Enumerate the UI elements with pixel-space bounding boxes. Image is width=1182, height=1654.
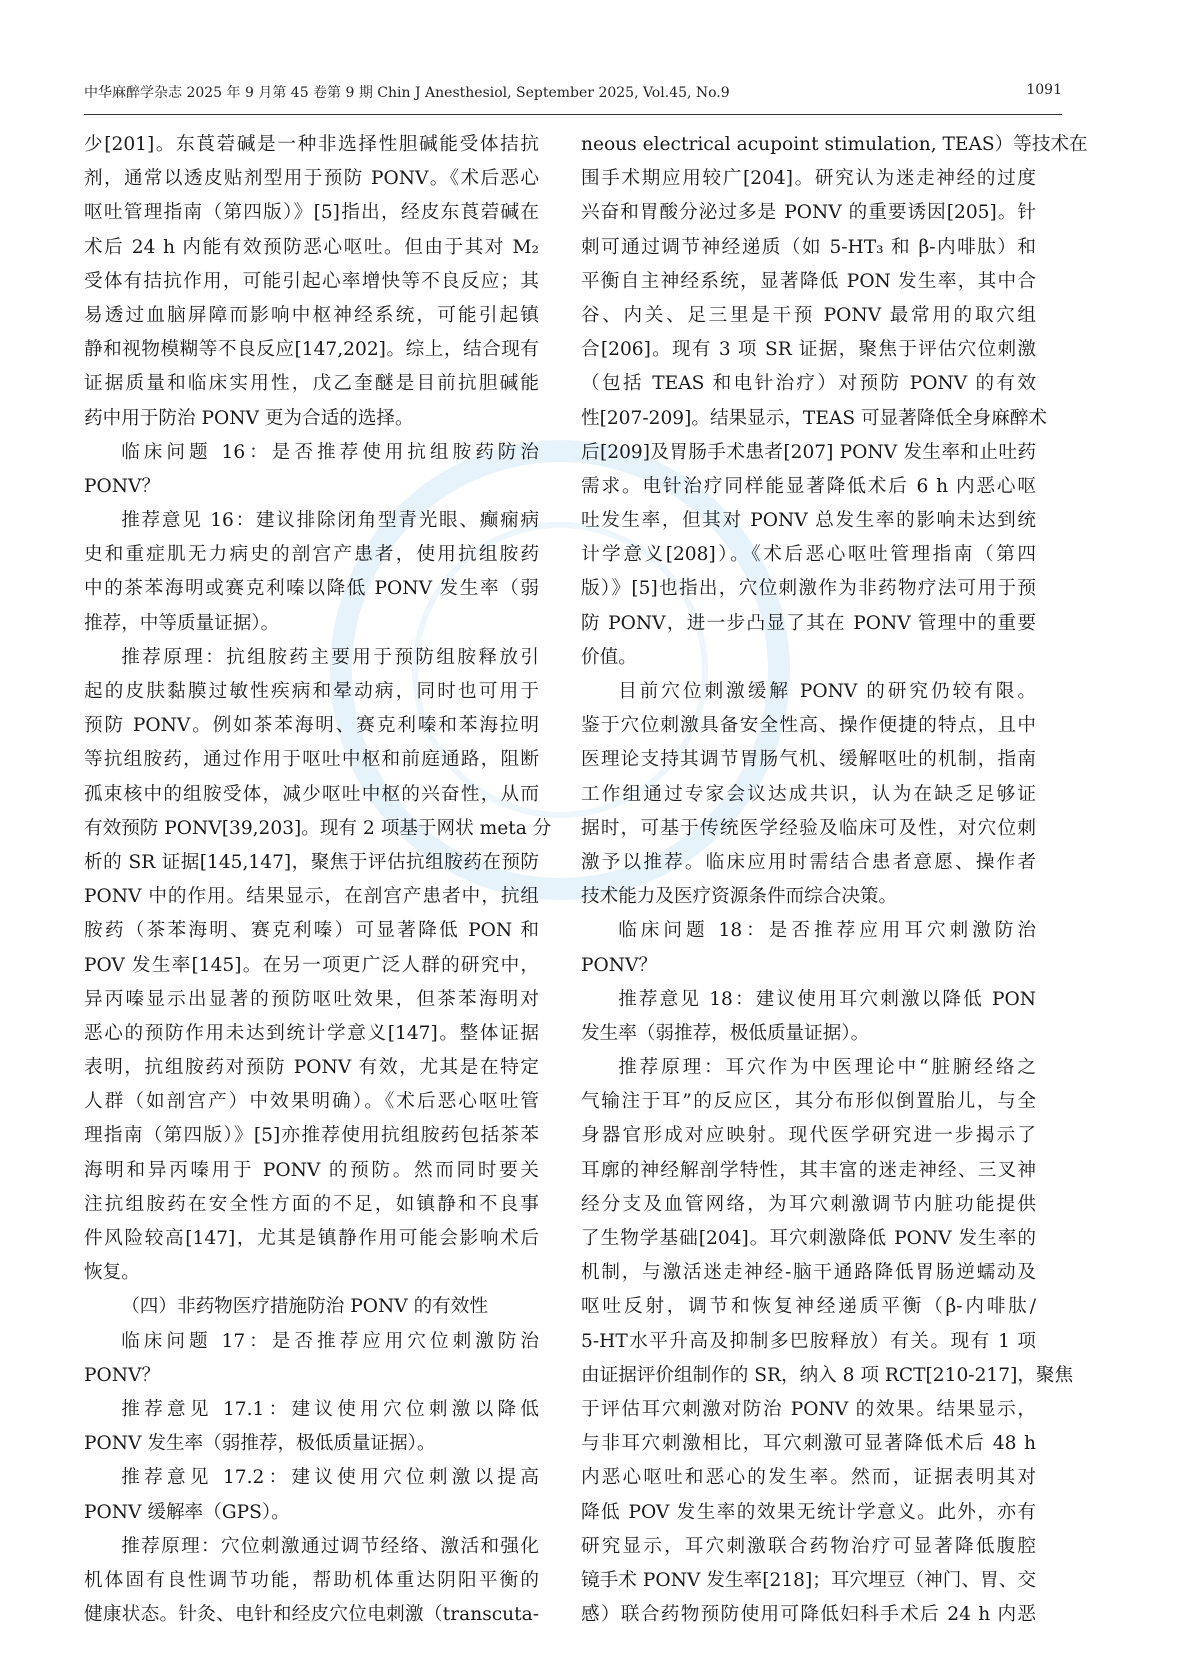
text-line: 胺药（茶苯海明、赛克利嗪）可显著降低 PON 和 <box>84 920 539 942</box>
text-line: 恢复。 <box>84 1262 140 1284</box>
text-line: 需求。电针治疗同样能显著降低术后 6 h 内恶心呕 <box>581 475 1036 497</box>
text-line: 医理论支持其调节胃肠气机、缓解呕吐的机制，指南 <box>581 749 1036 771</box>
text-line: 剂，通常以透皮贴剂型用于预防 PONV。《术后恶心 <box>84 168 539 190</box>
text-line: 气输注于耳”的反应区，其分布形似倒置胎儿，与全 <box>581 1091 1036 1113</box>
text-line: 孤束核中的组胺受体，减少呕吐中枢的兴奋性，从而 <box>84 783 539 805</box>
text-line: 经分支及血管网络，为耳穴刺激调节内脏功能提供 <box>581 1193 1036 1215</box>
text-line: 机制，与激活迷走神经-脑干通路降低胃肠逆蠕动及 <box>581 1262 1036 1284</box>
text-line: 推荐意见 16：建议排除闭角型青光眼、癫痫病 <box>121 510 539 532</box>
text-line: （包括 TEAS 和电针治疗）对预防 PONV 的有效 <box>581 373 1036 395</box>
text-line: 证据质量和临床实用性，戊乙奎醚是目前抗胆碱能 <box>84 373 539 395</box>
text-line: 人群（如剖宫产）中效果明确）。《术后恶心呕吐管 <box>84 1091 539 1113</box>
text-line: 围手术期应用较广[204]。研究认为迷走神经的过度 <box>581 168 1036 190</box>
text-line: 合[206]。现有 3 项 SR 证据，聚焦于评估穴位刺激 <box>581 339 1036 361</box>
text-line: 呕吐管理指南（第四版）》[5]指出，经皮东莨菪碱在 <box>84 202 539 224</box>
text-line: 由证据评价组制作的 SR，纳入 8 项 RCT[210-217]，聚焦 <box>581 1364 1074 1386</box>
text-line: 5-HT水平升高及抑制多巴胺释放）有关。现有 1 项 <box>581 1330 1036 1352</box>
text-line: 内恶心呕吐和恶心的发生率。然而，证据表明其对 <box>581 1467 1036 1489</box>
text-line: 研究显示，耳穴刺激联合药物治疗可显著降低腹腔 <box>581 1535 1036 1557</box>
text-line: 平衡自主神经系统，显著降低 PON 发生率，其中合 <box>581 270 1036 292</box>
page-number: 1091 <box>1026 82 1062 98</box>
text-line: 静和视物模糊等不良反应[147,202]。综上，结合现有 <box>84 339 539 361</box>
text-line: 中的茶苯海明或赛克利嗪以降低 PONV 发生率（弱 <box>84 578 539 600</box>
text-line: 感）联合药物预防使用可降低妇科手术后 24 h 内恶 <box>581 1604 1036 1626</box>
text-line: 计学意义[208]）。《术后恶心呕吐管理指南（第四 <box>581 544 1036 566</box>
text-line: PONV？ <box>84 1364 161 1386</box>
text-line: 临床问题 17：是否推荐应用穴位刺激防治 <box>121 1330 539 1352</box>
text-line: 谷、内关、足三里是干预 PONV 最常用的取穴组 <box>581 304 1036 326</box>
text-line: 镜手术 PONV 发生率[218]；耳穴埋豆（神门、胃、交 <box>581 1569 1036 1591</box>
text-line: 于评估耳穴刺激对防治 PONV 的效果。结果显示， <box>581 1398 1036 1420</box>
text-line: 推荐，中等质量证据）。 <box>84 612 280 634</box>
text-line: 受体有拮抗作用，可能引起心率增快等不良反应；其 <box>84 270 539 292</box>
text-line: 与非耳穴刺激相比，耳穴刺激可显著降低术后 48 h <box>581 1433 1036 1455</box>
text-line: 发生率（弱推荐，极低质量证据）。 <box>581 1022 870 1044</box>
text-line: 防 PONV，进一步凸显了其在 PONV 管理中的重要 <box>581 612 1036 634</box>
text-line: PONV 缓解率（GPS）。 <box>84 1501 290 1523</box>
text-line: 版）》[5]也指出，穴位刺激作为非药物疗法可用于预 <box>581 578 1036 600</box>
text-line: 降低 POV 发生率的效果无统计学意义。此外，亦有 <box>581 1501 1036 1523</box>
text-line: 临床问题 16：是否推荐使用抗组胺药防治 <box>121 441 539 463</box>
text-line: 析的 SR 证据[145,147]，聚焦于评估抗组胺药在预防 <box>84 851 539 873</box>
text-line: 刺可通过调节神经递质（如 5-HT₃ 和 β-内啡肽）和 <box>581 236 1036 258</box>
text-line: PONV？ <box>84 475 161 497</box>
text-line: 鉴于穴位刺激具备安全性高、操作便捷的特点，且中 <box>581 715 1036 737</box>
text-line: neous electrical acupoint stimulation, TEAS）等技术在 <box>581 134 1088 155</box>
text-line: 吐发生率，但其对 PONV 总发生率的影响未达到统 <box>581 510 1036 532</box>
text-line: 等抗组胺药，通过作用于呕吐中枢和前庭通路，阻断 <box>84 749 539 771</box>
text-line: 理指南（第四版）》[5]亦推荐使用抗组胺药包括茶苯 <box>84 1125 539 1147</box>
text-line: 有效预防 PONV[39,203]。现有 2 项基于网状 meta 分 <box>84 817 552 839</box>
text-line: 恶心的预防作用未达到统计学意义[147]。整体证据 <box>84 1022 539 1044</box>
text-line: 耳廓的神经解剖学特性，其丰富的迷走神经、三叉神 <box>581 1159 1036 1181</box>
text-line: 异丙嗪显示出显著的预防呕吐效果，但茶苯海明对 <box>84 988 539 1010</box>
text-line: 目前穴位刺激缓解 PONV 的研究仍较有限。 <box>618 681 1036 702</box>
text-line: 推荐意见 17.1：建议使用穴位刺激以降低 <box>121 1398 539 1420</box>
text-line: PONV？ <box>581 954 658 976</box>
text-line: 呕吐反射，调节和恢复神经递质平衡（β-内啡肽/ <box>581 1296 1036 1318</box>
text-line: 推荐原理：抗组胺药主要用于预防组胺释放引 <box>121 646 539 668</box>
text-line: 表明，抗组胺药对预防 PONV 有效，尤其是在特定 <box>84 1057 539 1079</box>
text-line: 据时，可基于传统医学经验及临床可及性，对穴位刺 <box>581 817 1036 839</box>
text-line: 工作组通过专家会议达成共识，认为在缺乏足够证 <box>581 783 1036 805</box>
text-line: POV 发生率[145]。在另一项更广泛人群的研究中， <box>84 954 539 976</box>
text-line: 后[209]及胃肠手术患者[207] PONV 发生率和止吐药 <box>581 441 1036 463</box>
text-line: 价值。 <box>581 646 637 668</box>
text-line: 药中用于防治 PONV 更为合适的选择。 <box>84 407 414 429</box>
text-line: 了生物学基础[204]。耳穴刺激降低 PONV 发生率的 <box>581 1228 1036 1249</box>
text-line: 推荐意见 17.2：建议使用穴位刺激以提高 <box>121 1467 539 1489</box>
header-rule <box>84 114 1062 115</box>
text-line: 术后 24 h 内能有效预防恶心呕吐。但由于其对 M₂ <box>84 236 539 258</box>
text-line: 推荐原理：耳穴作为中医理论中“脏腑经络之 <box>618 1057 1036 1079</box>
text-line: 件风险较高[147]，尤其是镇静作用可能会影响术后 <box>84 1228 539 1249</box>
text-line: PONV 中的作用。结果显示，在剖宫产患者中，抗组 <box>84 886 539 908</box>
right-text-column <box>581 128 1088 1632</box>
text-line: PONV 发生率（弱推荐，极低质量证据）。 <box>84 1433 436 1455</box>
text-line: 海明和异丙嗪用于 PONV 的预防。然而同时要关 <box>84 1159 539 1181</box>
text-line: 少[201]。东莨菪碱是一种非选择性胆碱能受体拮抗 <box>84 134 539 155</box>
text-line: 技术能力及医疗资源条件而综合决策。 <box>581 886 898 908</box>
text-line: 激予以推荐。临床应用时需结合患者意愿、操作者 <box>581 851 1036 873</box>
text-line: 注抗组胺药在安全性方面的不足，如镇静和不良事 <box>84 1193 539 1215</box>
text-line: 机体固有良性调节功能，帮助机体重达阴阳平衡的 <box>84 1569 539 1591</box>
text-line: 兴奋和胃酸分泌过多是 PONV 的重要诱因[205]。针 <box>581 202 1036 224</box>
text-line: 推荐原理：穴位刺激通过调节经络、激活和强化 <box>121 1535 539 1557</box>
running-header <box>84 82 1062 104</box>
text-line: 易透过血脑屏障而影响中枢神经系统，可能引起镇 <box>84 304 539 326</box>
text-line: 预防 PONV。例如茶苯海明、赛克利嗪和苯海拉明 <box>84 715 539 737</box>
left-text-column <box>84 128 552 1632</box>
text-line: 推荐意见 18：建议使用耳穴刺激以降低 PON <box>618 988 1036 1010</box>
text-line: 临床问题 18：是否推荐应用耳穴刺激防治 <box>618 920 1036 942</box>
text-line: 身器官形成对应映射。现代医学研究进一步揭示了 <box>581 1125 1036 1147</box>
text-line: 史和重症肌无力病史的剖宫产患者，使用抗组胺药 <box>84 544 539 566</box>
text-line: 健康状态。针灸、电针和经皮穴位电刺激（transcuta- <box>84 1604 539 1626</box>
journal-citation: 中华麻醉学杂志 2025 年 9 月第 45 卷第 9 期 Chin J Anesthesiol, September 2025, Vol.45, No.9 <box>84 85 730 101</box>
text-line: （四）非药物医疗措施防治 PONV 的有效性 <box>121 1296 488 1318</box>
text-line: 性[207-209]。结果显示，TEAS 可显著降低全身麻醉术 <box>581 407 1047 429</box>
text-line: 起的皮肤黏膜过敏性疾病和晕动病，同时也可用于 <box>84 681 539 702</box>
